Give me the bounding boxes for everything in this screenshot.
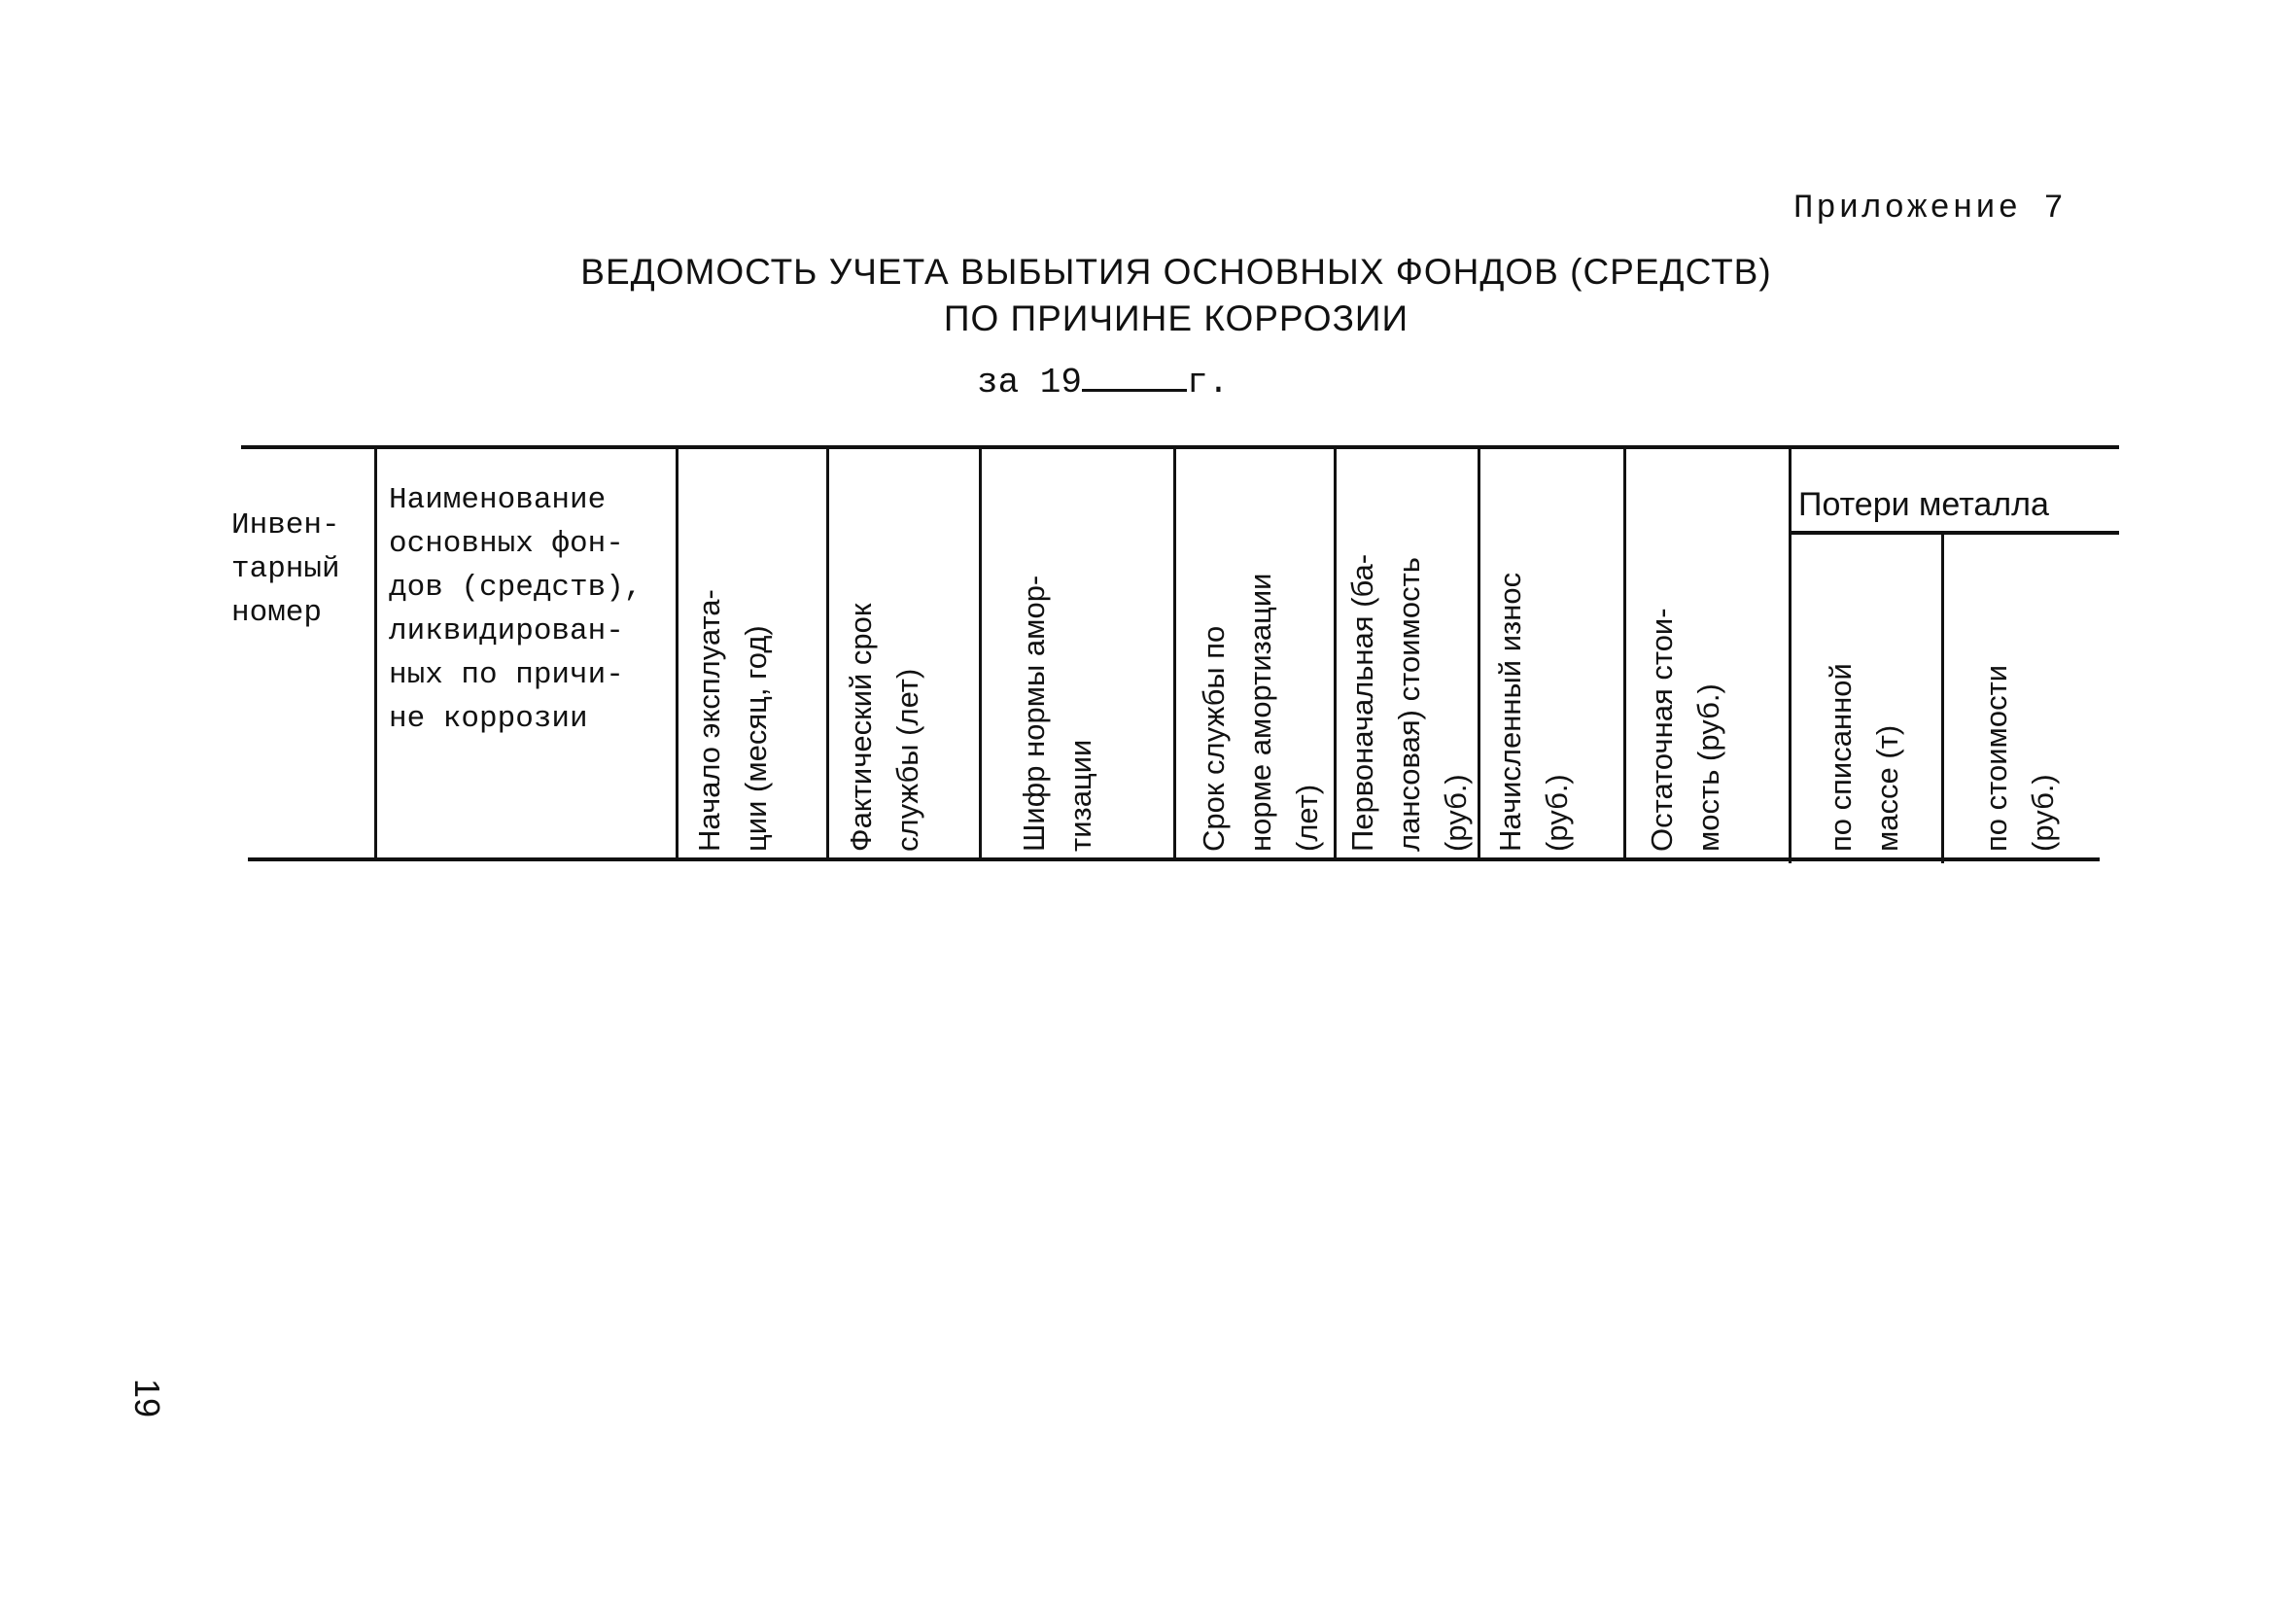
table-bottom-border: [248, 857, 2100, 861]
header-loss-by-cost: по стоимости (руб.): [1979, 664, 2060, 852]
col-divider-5: [1173, 447, 1176, 859]
header-residual-value: Остаточная стои- мость (руб.): [1645, 608, 1725, 852]
col-divider-3: [826, 447, 829, 859]
col-divider-9: [1789, 447, 1792, 863]
title-line-2: ПО ПРИЧИНЕ КОРРОЗИИ: [943, 298, 1409, 338]
header-loss-by-mass: по списанной массе (т): [1824, 663, 1904, 852]
title-line-1: ВЕДОМОСТЬ УЧЕТА ВЫБЫТИЯ ОСНОВНЫХ ФОНДОВ (СРЕДСТВ): [580, 252, 1772, 292]
col-divider-4: [979, 447, 982, 859]
header-norm-service-life: Срок службы по норме амортизации (лет): [1197, 573, 1324, 852]
header-depreciation-code: Шифр нормы амор- тизации: [1017, 575, 1097, 852]
document-title: [525, 249, 1827, 342]
col-divider-6: [1334, 447, 1337, 859]
period-suffix: г.: [1187, 363, 1230, 402]
header-metal-loss-group: Потери металла: [1798, 486, 2049, 523]
table-top-border: [241, 445, 2119, 449]
period-prefix: за 19: [977, 363, 1083, 402]
col-divider-1: [374, 447, 377, 859]
period-blank-field: [1082, 364, 1187, 392]
group-divider: [1789, 531, 2119, 535]
col-divider-10: [1941, 533, 1944, 863]
header-accrued-wear: Начисленный износ (руб.): [1493, 572, 1574, 852]
header-operation-start: Начало эксплуата- ции (месяц, год): [692, 589, 773, 852]
header-actual-service-life: Фактический срок службы (лет): [844, 603, 924, 852]
period-line: [977, 363, 1229, 402]
appendix-label: Приложение 7: [1793, 191, 2067, 227]
col-divider-2: [676, 447, 678, 859]
header-asset-name: Наименование основных фон- дов (средств), ликвидирован- ных по причи- не коррозии: [389, 483, 643, 736]
col-divider-8: [1623, 447, 1626, 859]
header-inventory-number: Инвен- тарный номер: [231, 508, 340, 630]
header-initial-cost: Первоначальная (ба- лансовая) стоимость (руб.): [1345, 553, 1473, 852]
page-number: 19: [127, 1379, 167, 1418]
